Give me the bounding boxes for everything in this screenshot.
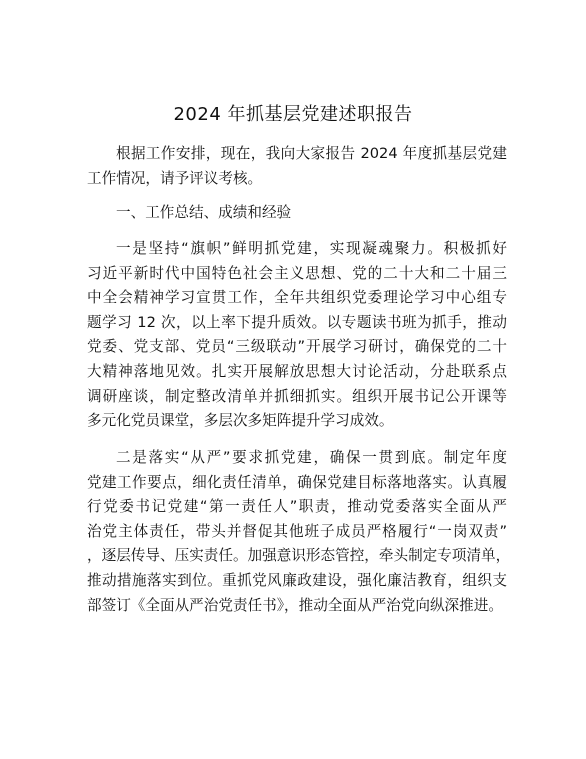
paragraph-line: 二是落实“从严”要求抓党建，确保一贯到底。制定年度 bbox=[116, 449, 507, 466]
paragraph-line: 中全会精神学习宣贯工作，全年共组织党委理论学习中心组专 bbox=[87, 289, 507, 307]
paragraph-line: 题学习 12 次，以上率下提升质效。以专题读书班为抓手，推动 bbox=[87, 313, 507, 331]
intro-paragraph bbox=[87, 142, 507, 191]
paragraph-line: 大精神落地见效。扎实开展解放思想大讨论活动，分赴联系点 bbox=[87, 362, 507, 380]
paragraph-line: 根据工作安排，现在，我向大家报告 2024 年度抓基层党建 bbox=[116, 145, 507, 162]
paragraph-line: 工作情况，请予评议考核。 bbox=[87, 169, 263, 187]
paragraph-line: 多元化党员课堂，多层次多矩阵提升学习成效。 bbox=[87, 412, 394, 430]
paragraph-line: 部签订《全面从严治党责任书》，推动全面从严治党向纵深推进。 bbox=[87, 596, 503, 614]
paragraph-line: 习近平新时代中国特色社会主义思想、党的二十大和二十届三 bbox=[87, 264, 507, 282]
paragraph-line: 治党主体责任，带头并督促其他班子成员严格履行“一岗双责” bbox=[87, 522, 507, 540]
paragraph-line: 一是坚持“旗帜”鲜明抓党建，实现凝魂聚力。积极抓好 bbox=[116, 240, 507, 257]
paragraph-line: 调研座谈，制定整改清单并抓细抓实。组织开展书记公开课等 bbox=[87, 387, 507, 405]
paragraph-line: 行党委书记党建“第一责任人”职责，推动党委落实全面从严 bbox=[87, 498, 507, 516]
paragraph-line: ，逐层传导、压实责任。加强意识形态管控，牵头制定专项清单， bbox=[87, 547, 511, 565]
section-heading bbox=[87, 201, 507, 226]
paragraph-line: 党委、党支部、党员“三级联动”开展学习研讨，确保党的二十 bbox=[87, 338, 507, 356]
paragraph-line: 推动措施落实到位。重抓党风廉政建设，强化廉洁教育，组织支 bbox=[87, 571, 507, 589]
body-paragraph-1 bbox=[87, 237, 507, 434]
body-paragraph-2 bbox=[87, 446, 511, 618]
section1-heading: 一、工作总结、成绩和经验 bbox=[116, 204, 292, 221]
document-title: 2024 年抓基层党建述职报告 bbox=[173, 104, 413, 125]
paragraph-line: 党建工作要点，细化责任清单，确保党建目标落地落实。认真履 bbox=[87, 473, 507, 491]
